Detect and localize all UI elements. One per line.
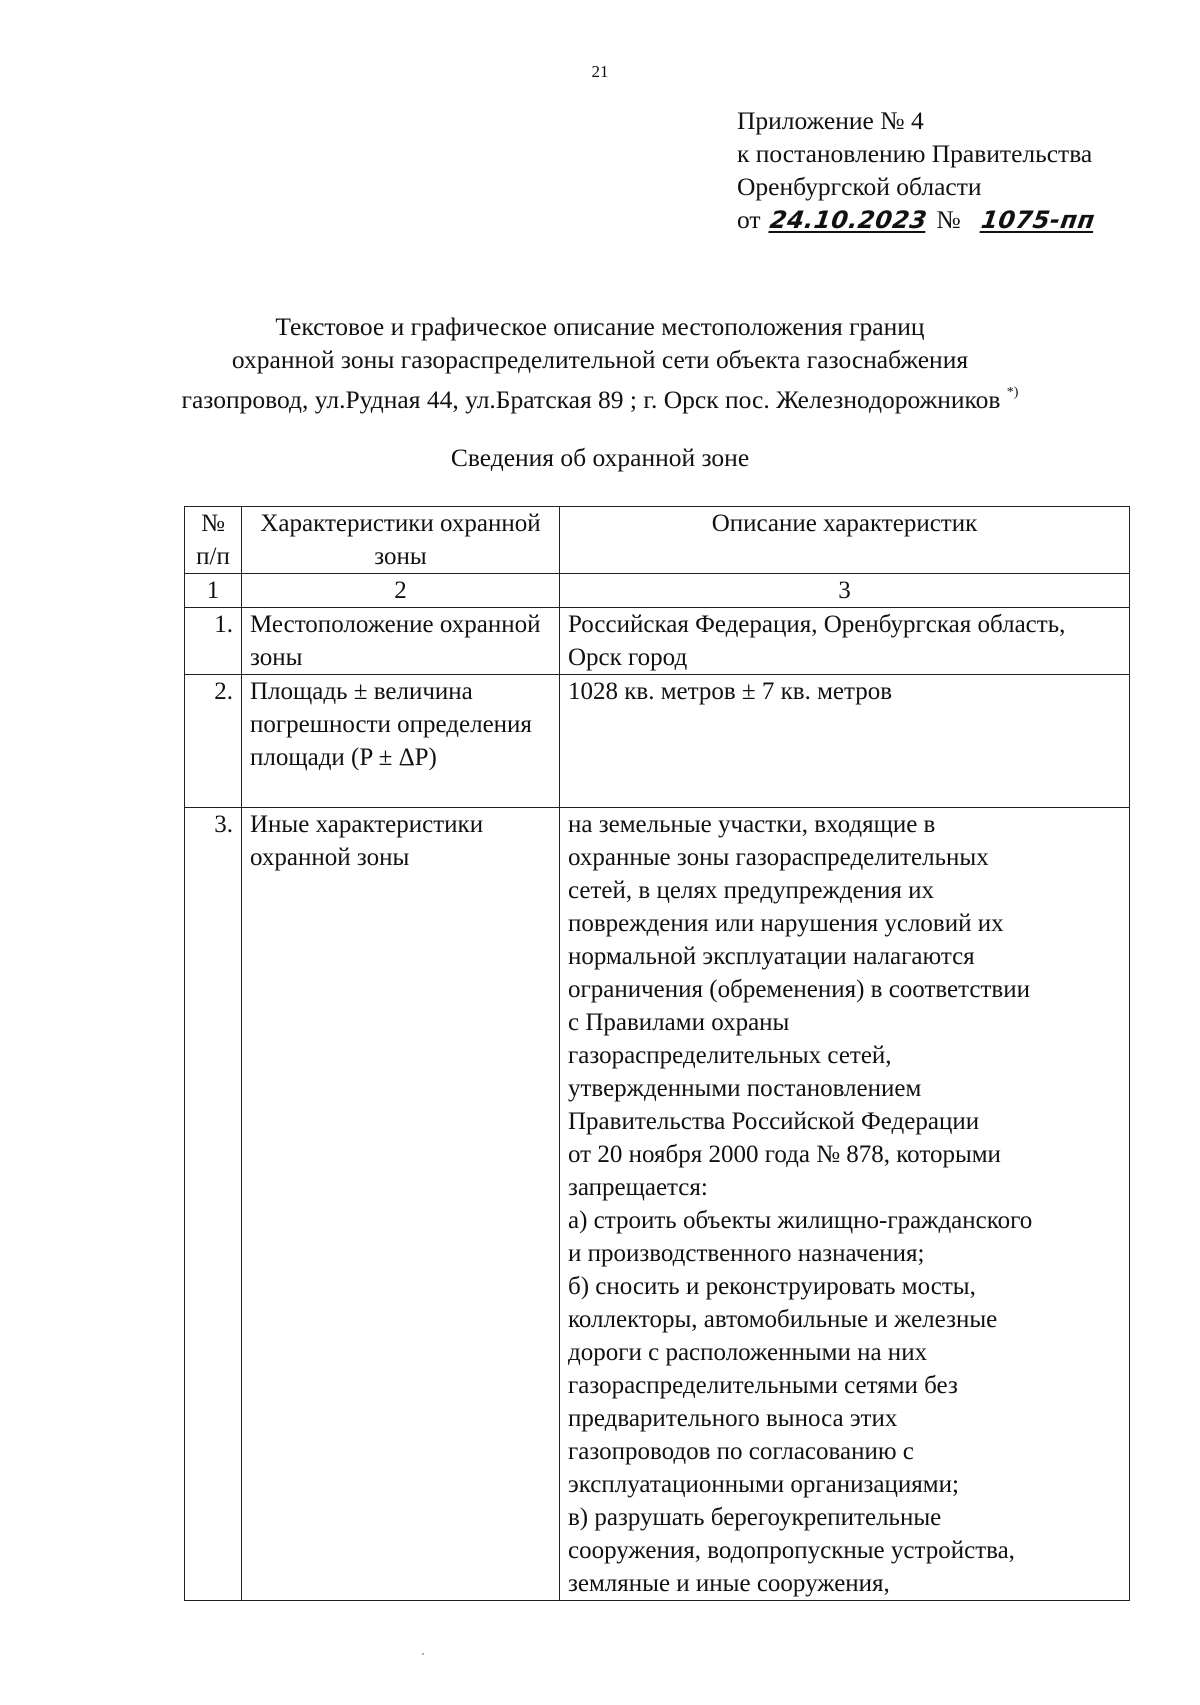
header-description: Описание характеристик	[560, 507, 1130, 574]
column-number-row	[185, 574, 1130, 608]
footnote-mark: *)	[1006, 385, 1019, 400]
description-line: и производственного назначения;	[568, 1240, 925, 1267]
description-line: а) строить объекты жилищно-гражданского	[568, 1207, 1033, 1234]
column-number-3: 3	[560, 574, 1130, 608]
section-subtitle: Сведения об охранной зоне	[450, 443, 750, 472]
row-description	[560, 808, 1130, 1601]
title-line-3	[0, 376, 1200, 416]
table-header-row	[185, 507, 1130, 574]
description-line: нормальной эксплуатации налагаются	[568, 943, 975, 970]
appendix-date-line	[737, 203, 1109, 237]
row-number: 2.	[185, 675, 242, 808]
description-line: запрещается:	[568, 1174, 708, 1201]
description-line: Правительства Российской Федерации	[568, 1108, 980, 1135]
description-line: газораспределительных сетей,	[568, 1042, 892, 1069]
appendix-block	[737, 104, 1109, 237]
appendix-region-line: Оренбургской области	[737, 172, 982, 201]
description-line: газораспределительными сетями без	[568, 1372, 958, 1399]
description-line: предварительного выноса этих	[568, 1405, 898, 1432]
document-title	[0, 310, 1200, 416]
title-line-3-text: газопровод, ул.Рудная 44, ул.Братская 89 ; г. Орск пос. Железнодорожников	[181, 385, 1001, 414]
table-row	[185, 608, 1130, 675]
page-number: 21	[591, 62, 609, 81]
column-number-1: 1	[185, 574, 242, 608]
table-row	[185, 808, 1130, 1601]
row-characteristic: Иные характеристики охранной зоны	[242, 808, 560, 1601]
zone-info-table	[184, 506, 1130, 1601]
description-line: на земельные участки, входящие в	[568, 811, 936, 838]
description-line: ограничения (обременения) в соответствии	[568, 976, 1030, 1003]
description-line: сетей, в целях предупреждения их	[568, 877, 934, 904]
description-line: от 20 ноября 2000 года № 878, которыми	[568, 1141, 1001, 1168]
description-line: земляные и иные сооружения,	[568, 1570, 890, 1597]
handwritten-date: 24.10.2023	[768, 206, 929, 234]
title-line-2: охранной зоны газораспределительной сети объекта газоснабжения	[231, 345, 969, 374]
description-line: в) разрушать берегоукрепительные	[568, 1504, 942, 1531]
description-line: дороги с расположенными на них	[568, 1339, 928, 1366]
description-line: б) сносить и реконструировать мосты,	[568, 1273, 976, 1300]
row-description: Российская Федерация, Оренбургская область, Орск город	[560, 608, 1130, 675]
description-line: с Правилами охраны	[568, 1009, 790, 1036]
description-line: газопроводов по согласованию с	[568, 1438, 914, 1465]
description-line: коллекторы, автомобильные и железные	[568, 1306, 998, 1333]
description-line: сооружения, водопропускные устройства,	[568, 1537, 1015, 1564]
header-number: № п/п	[185, 507, 242, 574]
row-number: 3.	[185, 808, 242, 1601]
description-line: повреждения или нарушения условий их	[568, 910, 1004, 937]
header-characteristic: Характеристики охранной зоны	[242, 507, 560, 574]
row-characteristic: Местоположение охранной зоны	[242, 608, 560, 675]
row-number: 1.	[185, 608, 242, 675]
number-label: №	[936, 205, 961, 234]
table-row	[185, 675, 1130, 808]
appendix-title: Приложение № 4	[737, 106, 924, 135]
handwritten-number: 1075-пп	[979, 206, 1097, 234]
column-number-2: 2	[242, 574, 560, 608]
row-description: 1028 кв. метров ± 7 кв. метров	[560, 675, 1130, 808]
appendix-decree-line: к постановлению Правительства	[737, 139, 1093, 168]
description-line: утвержденными постановлением	[568, 1075, 922, 1102]
row-characteristic: Площадь ± величина погрешности определения площади (P ± ΔP)	[242, 675, 560, 808]
description-line: охранные зоны газораспределительных	[568, 844, 989, 871]
from-label: от	[737, 205, 761, 234]
title-line-1: Текстовое и графическое описание местоположения границ	[275, 312, 925, 341]
scan-speck	[422, 1653, 424, 1655]
description-line: эксплуатационными организациями;	[568, 1471, 959, 1498]
